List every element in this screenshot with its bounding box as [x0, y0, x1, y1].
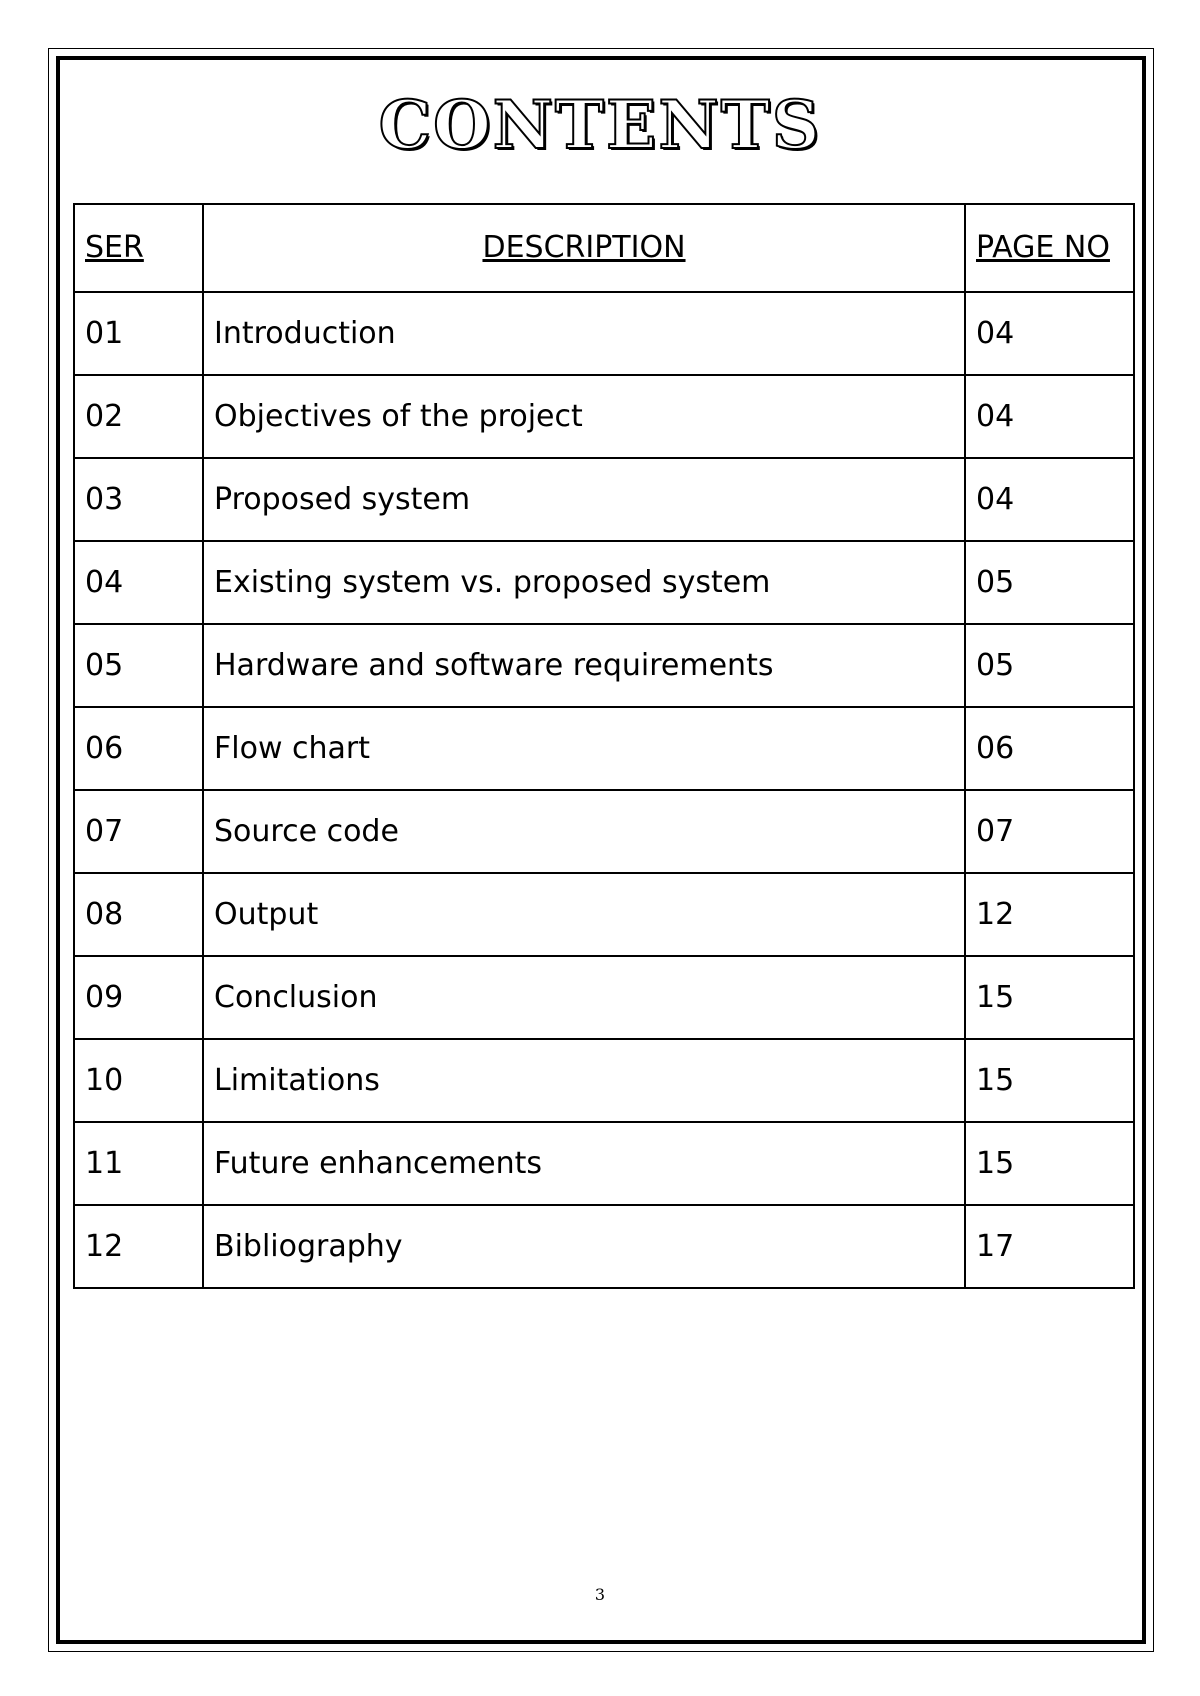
page-title: CONTENTS: [378, 86, 822, 164]
cell-page: 05: [965, 541, 1134, 624]
contents-table: [73, 203, 1135, 1289]
cell-ser: 03: [74, 458, 203, 541]
table-row: [74, 541, 1134, 624]
cell-description: Introduction: [203, 292, 965, 375]
cell-description: Proposed system: [203, 458, 965, 541]
table-row: [74, 707, 1134, 790]
header-description: DESCRIPTION: [203, 204, 965, 292]
cell-page: 12: [965, 873, 1134, 956]
cell-description: Conclusion: [203, 956, 965, 1039]
cell-ser: 08: [74, 873, 203, 956]
cell-page: 15: [965, 1039, 1134, 1122]
table-row: [74, 956, 1134, 1039]
cell-page: 04: [965, 375, 1134, 458]
cell-page: 04: [965, 458, 1134, 541]
table-row: [74, 1039, 1134, 1122]
header-page-no: PAGE NO: [965, 204, 1134, 292]
cell-description: Limitations: [203, 1039, 965, 1122]
table-row: [74, 624, 1134, 707]
cell-description: Output: [203, 873, 965, 956]
cell-page: 06: [965, 707, 1134, 790]
cell-ser: 05: [74, 624, 203, 707]
cell-ser: 07: [74, 790, 203, 873]
cell-page: 15: [965, 1122, 1134, 1205]
table-row: [74, 292, 1134, 375]
page-number: 3: [594, 1585, 606, 1604]
cell-ser: 02: [74, 375, 203, 458]
cell-ser: 01: [74, 292, 203, 375]
cell-page: 15: [965, 956, 1134, 1039]
cell-description: Flow chart: [203, 707, 965, 790]
cell-ser: 04: [74, 541, 203, 624]
cell-page: 07: [965, 790, 1134, 873]
header-ser: SER: [74, 204, 203, 292]
table-row: [74, 1205, 1134, 1288]
table-row: [74, 375, 1134, 458]
cell-ser: 10: [74, 1039, 203, 1122]
cell-description: Bibliography: [203, 1205, 965, 1288]
cell-description: Objectives of the project: [203, 375, 965, 458]
table-row: [74, 873, 1134, 956]
cell-page: 17: [965, 1205, 1134, 1288]
table-row: [74, 1122, 1134, 1205]
cell-description: Future enhancements: [203, 1122, 965, 1205]
cell-ser: 06: [74, 707, 203, 790]
cell-ser: 11: [74, 1122, 203, 1205]
table-header-row: [74, 204, 1134, 292]
cell-description: Hardware and software requirements: [203, 624, 965, 707]
table-row: [74, 458, 1134, 541]
table-row: [74, 790, 1134, 873]
cell-ser: 12: [74, 1205, 203, 1288]
cell-ser: 09: [74, 956, 203, 1039]
cell-description: Existing system vs. proposed system: [203, 541, 965, 624]
cell-page: 05: [965, 624, 1134, 707]
cell-description: Source code: [203, 790, 965, 873]
cell-page: 04: [965, 292, 1134, 375]
